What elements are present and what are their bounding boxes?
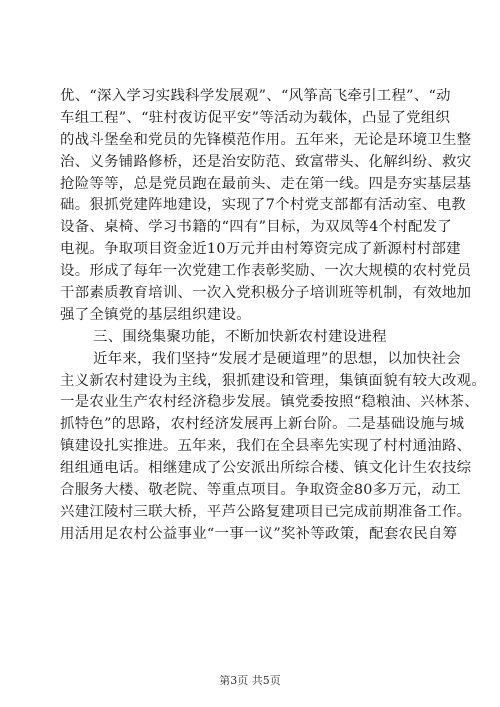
text-line: 合服务大楼、敬老院、等重点项目。争取资金80多万元，动工 [60,482,461,499]
text-line: 镇建设扎实推进。五年来，我们在全县率先实现了村村通油路、 [60,438,472,455]
text-line: 设备、桌椅、学习书籍的“四有”目标，为双凤等4个村配发了 [60,219,453,236]
text-line: 主义新农村建设为主线，狠抓建设和管理，集镇面貌有较大改观。 [60,372,487,389]
text-line: 设。形成了每年一次党建工作表彰奖励、一次大规模的农村党员 [60,263,472,280]
page-number-footer: 第3页 共5页 [219,674,281,687]
text-line: 兴建江陵村三联大桥，平芦公路复建项目已完成前期准备工作。 [60,503,472,520]
text-line: 车组工程”、“驻村夜访促平安”等活动为载体，凸显了党组织 [60,109,451,126]
text-line: 优、“深入学习实践科学发展观”、“风筝高飞牵引工程”、“动 [60,88,451,104]
text-line: 的战斗堡垒和党员的先锋模范作用。五年来，无论是环境卫生整 [60,131,472,148]
body-text [60,86,487,546]
text-line: 近年来，我们坚持“发展才是硬道理”的思想，以加快社会 [93,350,461,367]
text-line: 治、义务铺路修桥，还是治安防范、致富带头、化解纠纷、救灾 [60,153,472,170]
text-line: 用活用足农村公益事业“一事一议”奖补等政策，配套农民自筹 [60,525,458,542]
text-line: 础。狠抓党建阵地建设，实现了7个村党支部都有活动室、电教 [60,197,467,214]
text-line: 干部素质教育培训、一次入党积极分子培训班等机制，有效地加 [60,285,472,302]
text-line: 强了全镇党的基层组织建设。 [60,306,251,323]
text-line: 组组通电话。相继建成了公安派出所综合楼、镇文化计生农技综 [60,460,472,477]
text-line: 一是农业生产农村经济稳步发展。镇党委按照“稳粮油、兴林茶、 [60,394,479,411]
text-line: 抢险等等，总是党员跑在最前头、走在第一线。四是夯实基层基 [60,175,472,192]
text-line: 抓特色”的思路，农村经济发展再上新台阶。二是基础设施与城 [60,416,465,433]
text-line: 电视。争取项目资金近10万元并由村筹资完成了新源村村部建 [60,241,461,258]
section-heading: 三、围绕集聚功能，不断加快新农村建设进程 [93,328,387,345]
